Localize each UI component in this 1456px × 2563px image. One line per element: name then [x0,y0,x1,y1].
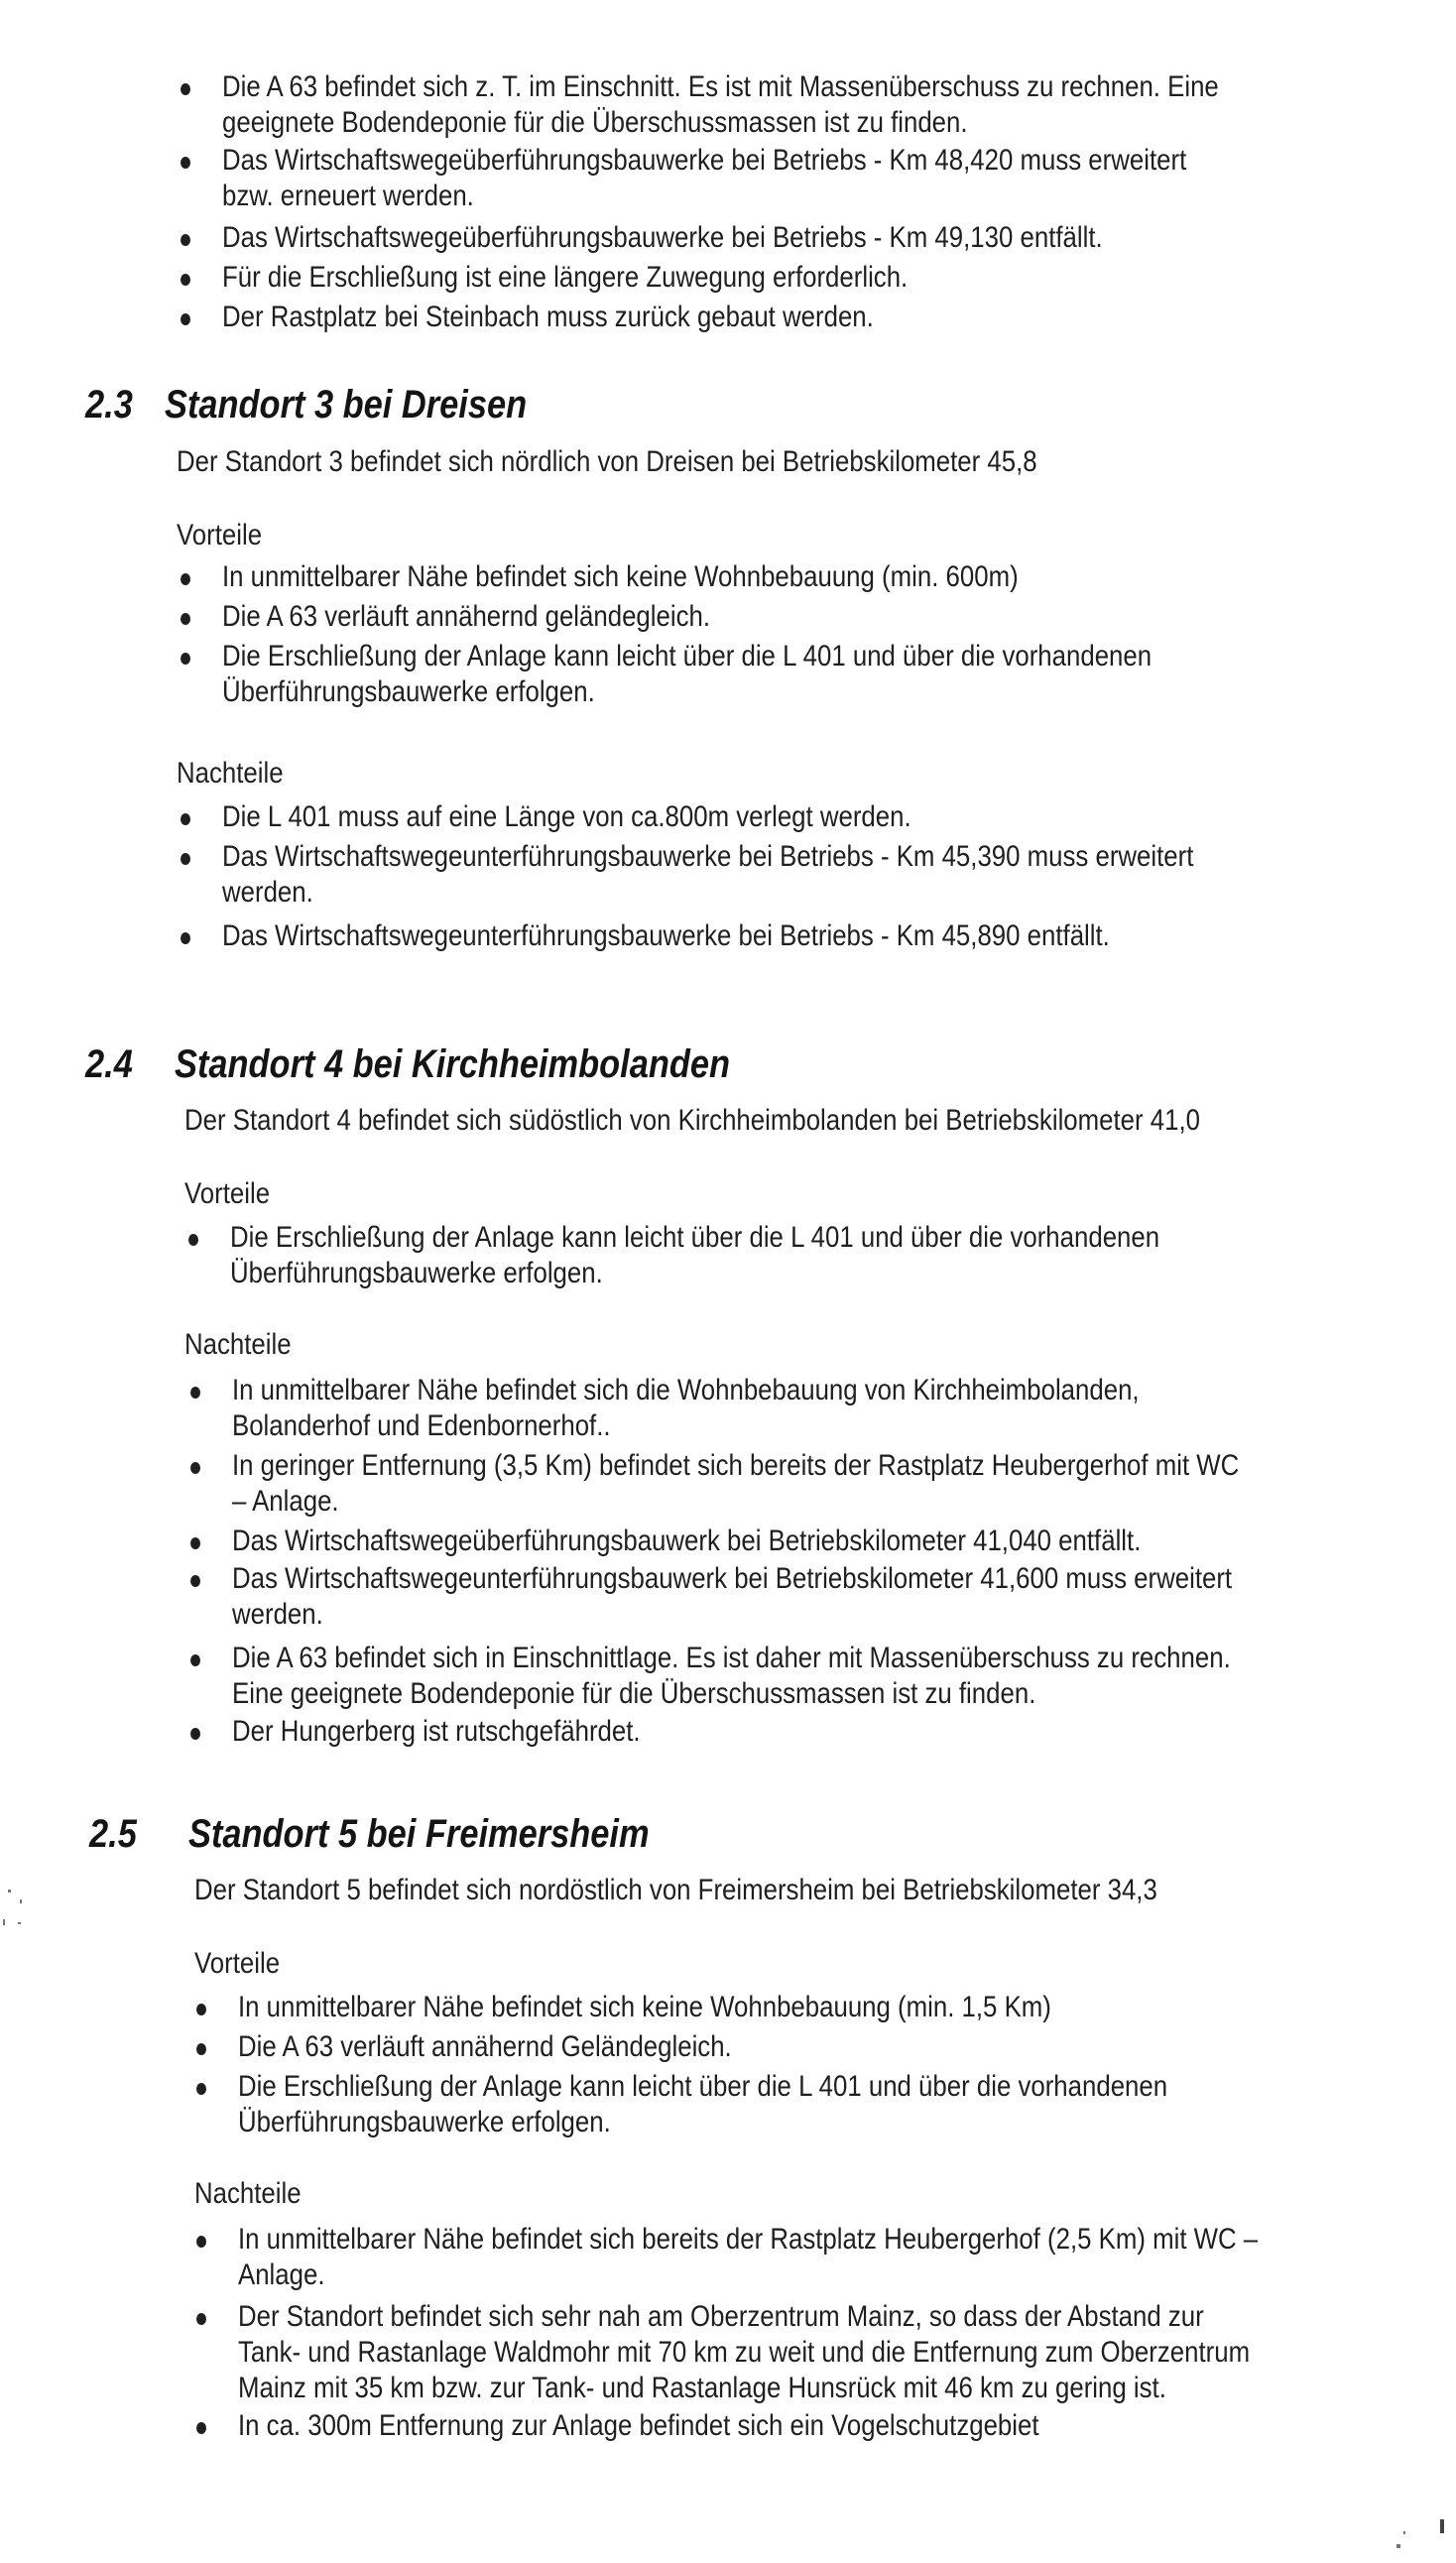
list-item-line: Tank- und Rastanlage Waldmohr mit 70 km zu weit und die Entfernung zum Oberzentrum [238,2336,1251,2369]
list-item-line: In unmittelbarer Nähe befindet sich die Wohnbebauung von Kirchheimbolanden, [232,1374,1140,1406]
list-item-line: Die Erschließung der Anlage kann leicht über die L 401 und über die vorhandenen [238,2070,1168,2103]
list-item [188,1641,1398,1712]
list-item-line: werden. [232,1598,323,1631]
advantages-list [186,1220,1377,1291]
section-description [194,1873,1314,1908]
disadvantages-list-container [188,1373,1398,1750]
section-title: Standort 4 bei Kirchheimbolanden [175,1042,731,1086]
section-title: Standort 5 bei Freimersheim [188,1812,650,1856]
list-item-line: Eine geeignete Bodendeponie für die Überschussmassen ist zu finden. [232,1677,1036,1710]
list-item-line: Die A 63 verläuft annähernd Geländegleich. [238,2030,732,2063]
advantages-list [179,559,1369,710]
description-text: Der Standort 4 befindet sich südöstlich von Kirchheimbolanden bei Betriebskilometer 41,0 [184,1104,1200,1137]
disadvantages-list [188,1373,1398,1750]
list-item [188,1524,1398,1559]
list-item [179,599,1369,635]
advantages-label [177,518,276,553]
list-item-line: geeignete Bodendeponie für die Überschussmassen ist zu finden. [222,106,968,139]
advantages-list-container [186,1220,1377,1291]
bullet-icon [181,613,190,625]
list-item [194,2029,1385,2065]
list-item-line: Das Wirtschaftswegeunterführungsbauwerke bei Betriebs - Km 45,890 entfällt. [222,919,1110,952]
list-item-line: In unmittelbarer Nähe befindet sich bereits der Rastplatz Heubergerhof (2,5 Km) mit WC – [238,2223,1259,2256]
list-item-line: werden. [222,876,313,909]
section-number: 2.4 [85,1042,133,1086]
description-text: Der Standort 3 befindet sich nördlich von Dreisen bei Betriebskilometer 45,8 [177,445,1037,478]
bullet-icon [181,234,190,246]
list-item [194,2408,1404,2444]
list-item-line: Überführungsbauwerke erfolgen. [238,2106,611,2138]
list-item [188,1561,1398,1633]
bullet-icon [181,813,190,825]
advantages-list [194,1990,1385,2140]
list-item [179,260,1369,296]
bullet-icon [181,853,190,865]
list-item [194,2222,1404,2293]
label-text: Vorteile [184,1177,271,1210]
disadvantages-label [177,756,301,792]
list-item [194,2299,1404,2406]
scan-noise [3,1919,5,1925]
bullet-icon [196,2004,206,2015]
list-item-line: Der Hungerberg ist rutschgefährdet. [232,1715,641,1748]
bullet-icon [190,1654,200,1666]
bullet-icon [196,2313,206,2325]
list-item-line: Bolanderhof und Edenbornerhof.. [232,1409,611,1442]
bullet-icon [190,1387,200,1399]
list-item-line: Die Erschließung der Anlage kann leicht über die L 401 und über die vorhandenen [222,640,1153,672]
list-item [188,1714,1398,1750]
list-item [179,639,1369,710]
bullet-icon [190,1537,200,1549]
disadvantages-label [184,1327,308,1363]
disadvantages-label [194,2176,318,2212]
label-text: Nachteile [184,1328,292,1361]
list-item-line: Die A 63 befindet sich z. T. im Einschnitt. Es ist mit Massenüberschuss zu rechnen. Eine [222,70,1219,103]
section-heading [85,382,780,427]
bullet-icon [190,1462,200,1474]
label-text: Nachteile [194,2177,302,2210]
bullet-icon [181,313,190,325]
list-item-line: Überführungsbauwerke erfolgen. [230,1257,603,1289]
advantages-list-container [179,559,1369,710]
scan-noise [1440,2519,1444,2533]
section-number: 2.5 [89,1812,137,1856]
list-item [179,220,1369,256]
bullet-icon [190,1728,200,1740]
bullet-icon [188,1234,198,1246]
section-number: 2.3 [85,383,133,427]
list-item-line: Der Standort befindet sich sehr nah am Oberzentrum Mainz, so dass der Abstand zur [238,2300,1204,2333]
section-heading [89,1811,883,1857]
advantages-list-container [194,1990,1385,2140]
list-item [194,1990,1385,2025]
list-item-line: In geringer Entfernung (3,5 Km) befindet sich bereits der Rastplatz Heubergerhof mit WC [232,1449,1240,1482]
list-item-line: Der Rastplatz bei Steinbach muss zurück gebaut werden. [222,301,874,333]
bullet-icon [190,1575,200,1587]
scan-noise [18,1922,21,1924]
bullet-icon [181,274,190,286]
scan-noise [8,1890,11,1892]
bullet-icon [196,2083,206,2095]
section-description [177,444,1177,480]
list-item-line: Das Wirtschaftswegeüberführungsbauwerke bei Betriebs - Km 48,420 muss erweitert [222,144,1187,177]
section-title: Standort 3 bei Dreisen [165,383,528,427]
bullet-icon [181,83,190,95]
list-item [188,1373,1398,1444]
advantages-label [194,1946,294,1982]
scan-noise [1396,2544,1400,2548]
disadvantages-list [194,2222,1404,2444]
list-item [179,839,1369,911]
list-item-line: Das Wirtschaftswegeüberführungsbauwerke bei Betriebs - Km 49,130 entfällt. [222,221,1103,254]
intro-bullet-list-container [179,69,1369,335]
disadvantages-list-container [194,2222,1404,2444]
list-item-line: Überführungsbauwerke erfolgen. [222,675,595,708]
list-item-line: In unmittelbarer Nähe befindet sich keine Wohnbebauung (min. 1,5 Km) [238,1991,1051,2023]
list-item-line: Das Wirtschaftswegeunterführungsbauwerke bei Betriebs - Km 45,390 muss erweitert [222,840,1194,873]
bullet-icon [181,653,190,665]
scan-noise [1403,2531,1405,2534]
disadvantages-list-container [179,799,1369,954]
list-item-line: Das Wirtschaftswegeüberführungsbauwerk bei Betriebskilometer 41,040 entfällt. [232,1525,1142,1557]
list-item-line: Die Erschließung der Anlage kann leicht über die L 401 und über die vorhandenen [230,1221,1160,1254]
list-item [179,69,1369,141]
bullet-icon [196,2236,206,2248]
bullet-icon [196,2043,206,2055]
list-item [179,559,1369,595]
section-description [184,1103,1366,1139]
label-text: Vorteile [177,519,263,551]
list-item-line: Das Wirtschaftswegeunterführungsbauwerk bei Betriebskilometer 41,600 muss erweitert [232,1562,1233,1595]
scan-noise [20,1899,22,1903]
list-item-line: Die A 63 verläuft annähernd geländegleich. [222,600,711,633]
list-item [186,1220,1377,1291]
list-item-line: In unmittelbarer Nähe befindet sich keine Wohnbebauung (min. 600m) [222,560,1019,593]
bullet-icon [181,932,190,944]
bullet-icon [181,573,190,585]
list-item [188,1448,1398,1520]
list-item-line: Anlage. [238,2258,325,2291]
list-item-line: In ca. 300m Entfernung zur Anlage befindet sich ein Vogelschutzgebiet [238,2409,1039,2442]
label-text: Nachteile [177,757,284,790]
list-item-line: bzw. erneuert werden. [222,180,474,212]
description-text: Der Standort 5 befindet sich nordöstlich von Freimersheim bei Betriebskilometer 34,3 [194,1874,1157,1906]
list-item-line: Die A 63 befindet sich in Einschnittlage. Es ist daher mit Massenüberschuss zu rechnen. [232,1642,1231,1674]
intro-bullet-list [179,69,1369,335]
list-item [179,799,1369,835]
label-text: Vorteile [194,1947,281,1980]
section-heading [85,1041,879,1087]
list-item-line: Die L 401 muss auf eine Länge von ca.800m verlegt werden. [222,800,911,833]
advantages-label [184,1176,284,1212]
list-item [194,2069,1385,2140]
list-item [179,300,1369,335]
list-item-line: Für die Erschließung ist eine längere Zuwegung erforderlich. [222,261,909,294]
list-item [179,143,1369,214]
bullet-icon [181,157,190,169]
list-item-line: Mainz mit 35 km bzw. zur Tank- und Rastanlage Hunsrück mit 46 km zu gering ist. [238,2372,1166,2404]
list-item [179,918,1369,954]
bullet-icon [196,2422,206,2434]
disadvantages-list [179,799,1369,954]
list-item-line: – Anlage. [232,1485,339,1518]
